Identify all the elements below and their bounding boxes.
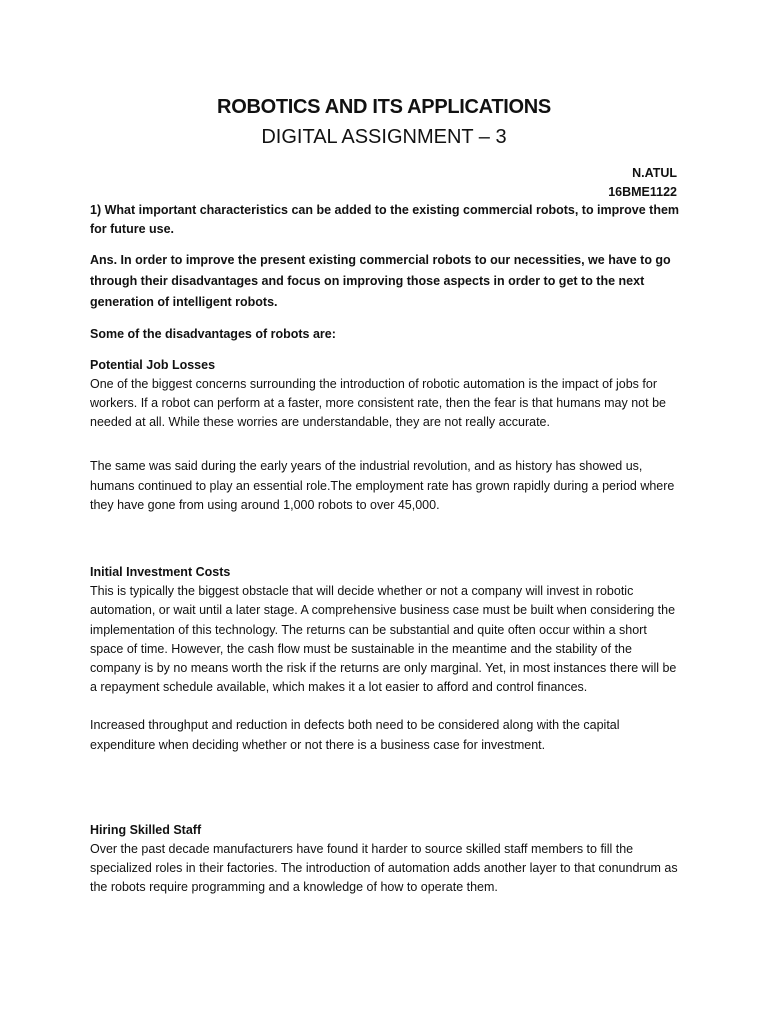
intro-text: Some of the disadvantages of robots are: bbox=[90, 327, 336, 342]
author-name: N.ATUL bbox=[632, 166, 677, 180]
section-paragraph: Over the past decade manufacturers have found it harder to source skilled staff members to fill the specialized roles in their factories. The introduction of automation adds another layer to that conundrum as the robots require programming and a knowledge of how to operate them. bbox=[90, 842, 678, 895]
section-heading-job-losses: Potential Job Losses bbox=[90, 357, 216, 372]
section-paragraph: Increased throughput and reduction in defects both need to be considered along with the capital expenditure when deciding whether or not there is a business case for investment. bbox=[90, 718, 620, 752]
document-subtitle: DIGITAL ASSIGNMENT – 3 bbox=[261, 126, 507, 148]
section-paragraph: One of the biggest concerns surrounding the introduction of robotic automation is the impact of jobs for workers. If a robot can perform at a faster, more consistent rate, then the fear is that humans may not be needed at all. While these worries are understandable, they are not really accurate. bbox=[90, 376, 666, 430]
section-heading-investment-costs: Initial Investment Costs bbox=[90, 565, 231, 580]
author-id: 16BME1122 bbox=[608, 185, 677, 199]
section-paragraph: This is typically the biggest obstacle that will decide whether or not a company will invest in robotic automation, or wait until a later stage. A comprehensive business case must be built when considering the implementation of this technology. The returns can be substantial and quite often occur within a short space of time. However, the cash flow must be sustainable in the meantime and the stability of the company is by no means worth the risk if the returns are only marginal. Yet, in most instances there will be a repayment schedule available, which makes it a lot easier to afford and control finances. bbox=[90, 584, 677, 695]
author-block bbox=[608, 164, 677, 202]
section-paragraph: The same was said during the early years of the industrial revolution, and as history has showed us, humans continued to play an essential role.The employment rate has grown rapidly during a period where they have gone from using around 1,000 robots to over 45,000. bbox=[90, 459, 675, 512]
question-text: 1) What important characteristics can be added to the existing commercial robots, to improve them for future use. bbox=[90, 203, 680, 237]
answer-text: Ans. In order to improve the present existing commercial robots to our necessities, we have to go through their disadvantages and focus on improving those aspects in order to get to the next generation of intelligent robots. bbox=[90, 253, 671, 310]
document-body bbox=[90, 201, 682, 898]
section-heading-skilled-staff: Hiring Skilled Staff bbox=[90, 822, 202, 837]
document-title: ROBOTICS AND ITS APPLICATIONS bbox=[217, 96, 551, 118]
